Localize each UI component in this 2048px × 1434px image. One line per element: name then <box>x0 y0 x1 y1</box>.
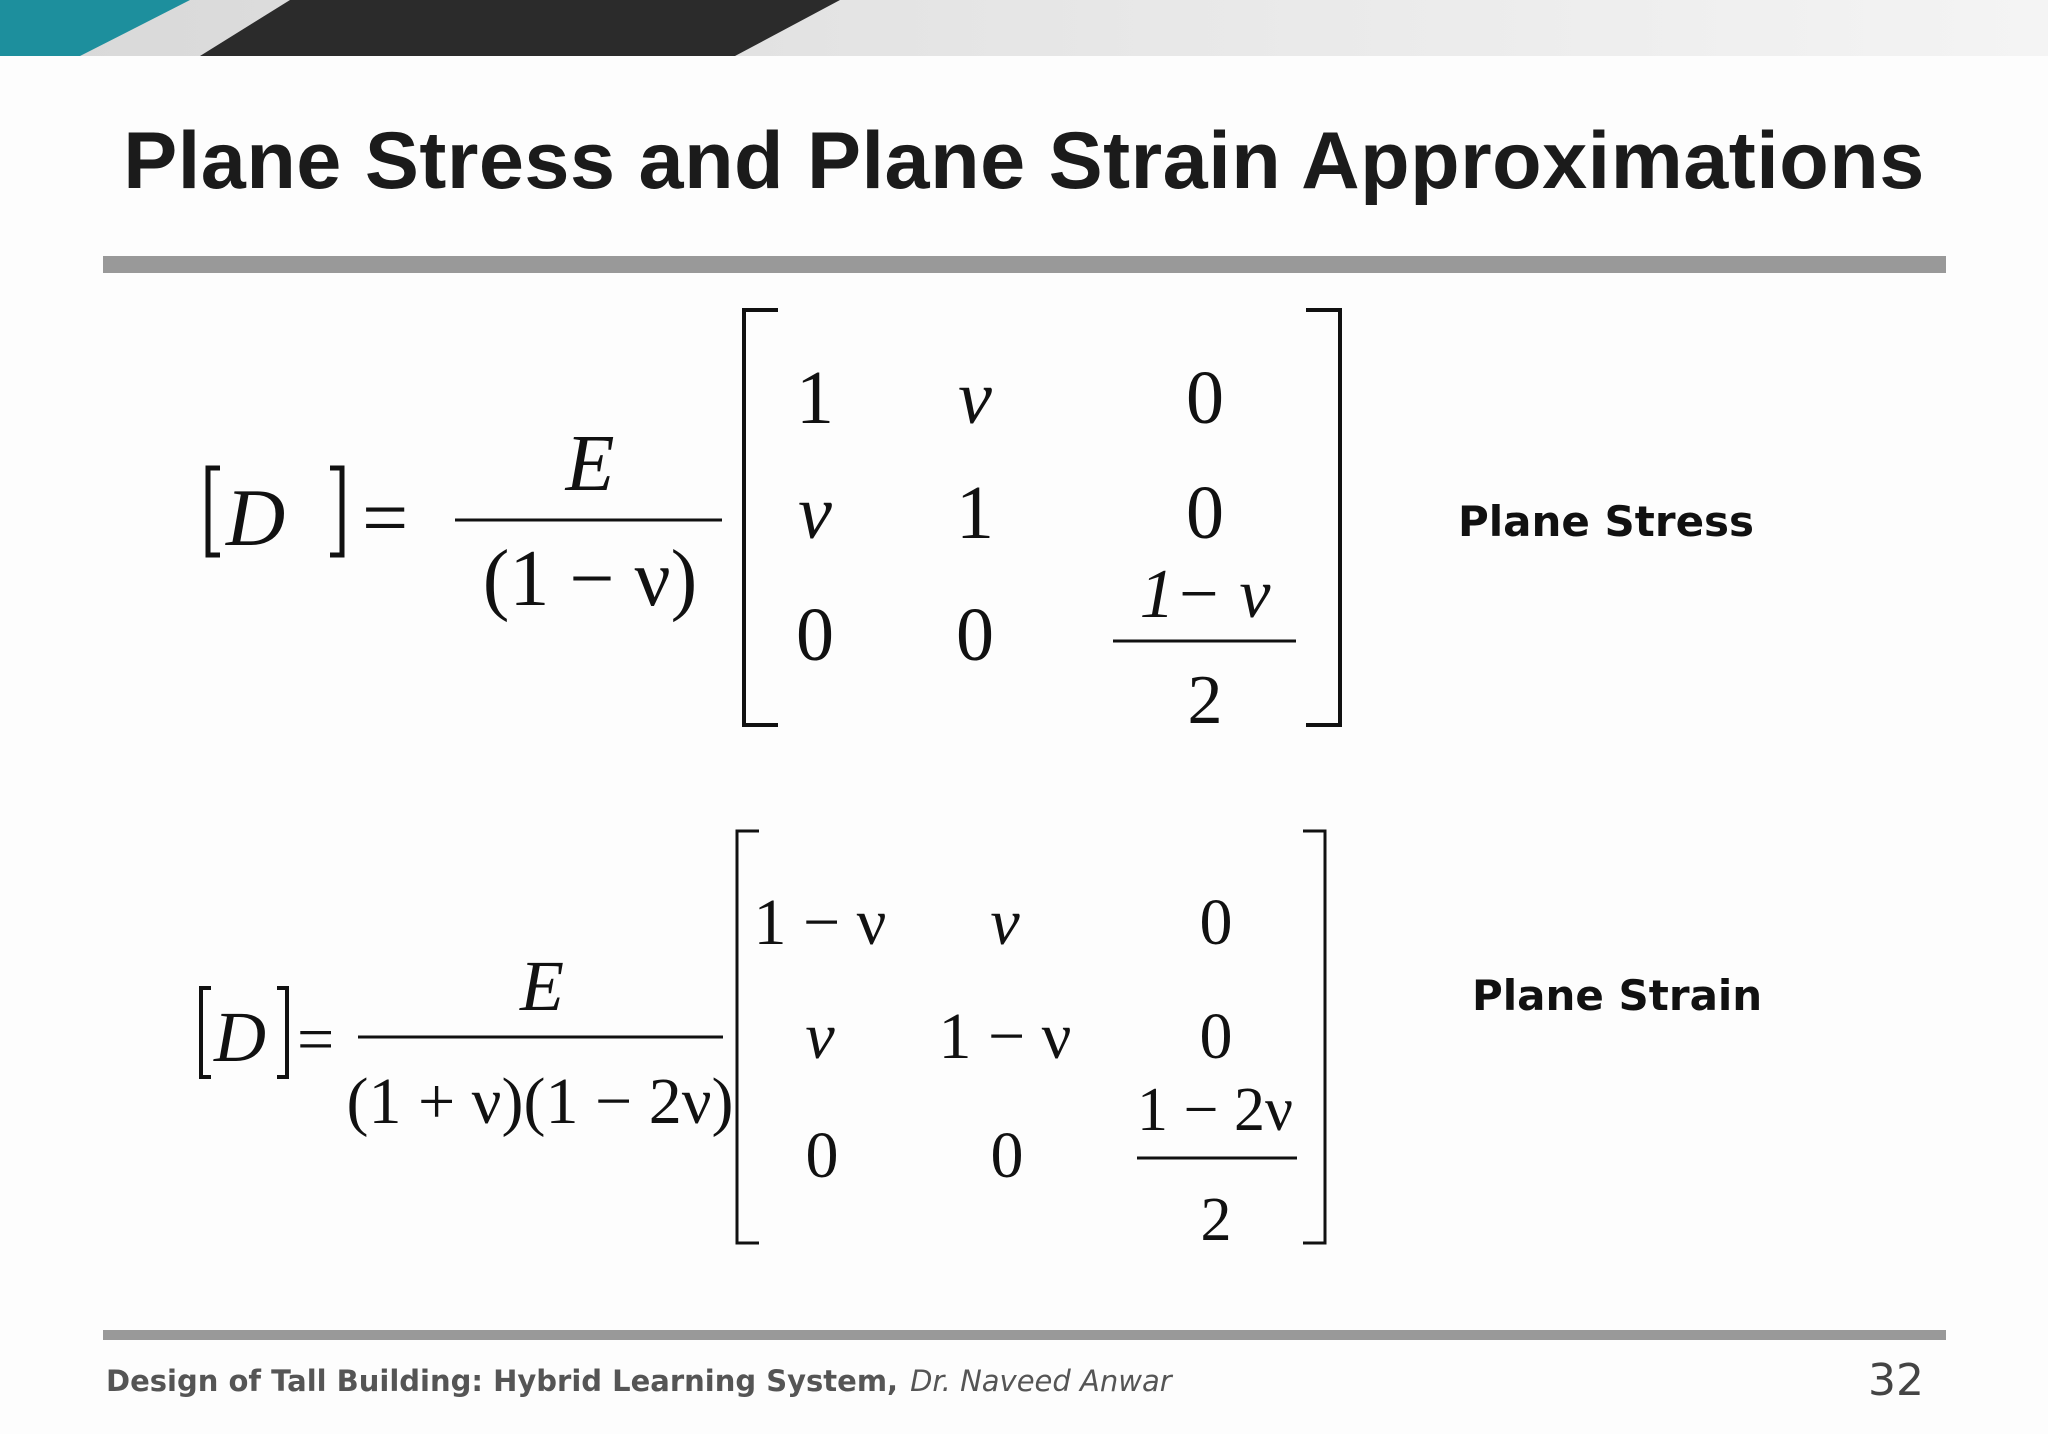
page-number: 32 <box>1868 1355 1924 1406</box>
plane-stress-label: Plane Stress <box>1458 497 1755 546</box>
strain-m31: 0 <box>805 1119 839 1192</box>
strain-right-bracket-lhs <box>277 988 287 1077</box>
strain-matrix <box>753 886 1297 1254</box>
stress-m31: 0 <box>796 593 834 677</box>
strain-denominator: (1 + ν)(1 − 2ν) <box>346 1065 734 1138</box>
strain-D-symbol: D <box>214 997 266 1077</box>
strain-m32: 0 <box>990 1119 1024 1192</box>
stress-D-symbol: D <box>226 472 286 563</box>
strain-equals: = <box>297 1003 335 1076</box>
stress-m33-numerator: 1− ν <box>1139 556 1271 633</box>
strain-m21: ν <box>805 1000 835 1073</box>
plane-strain-label: Plane Strain <box>1472 971 1763 1020</box>
strain-lhs <box>201 988 334 1077</box>
stress-m32: 0 <box>956 593 994 677</box>
strain-numerator: E <box>520 946 564 1026</box>
stress-m22: 1 <box>956 471 994 555</box>
strain-m23: 0 <box>1199 1000 1233 1073</box>
strain-left-bracket-lhs <box>201 988 211 1077</box>
slide-title: Plane Stress and Plane Strain Approximations <box>123 116 1925 206</box>
footer <box>106 1364 1172 1398</box>
stress-m33-denominator: 2 <box>1187 662 1223 739</box>
stress-m11: 1 <box>796 356 834 440</box>
strain-matrix-right-bracket <box>1303 831 1325 1243</box>
footer-divider <box>103 1330 1946 1340</box>
footer-author: Dr. Naveed Anwar <box>910 1364 1172 1398</box>
strain-m12: ν <box>990 886 1020 959</box>
stress-m13: 0 <box>1186 356 1224 440</box>
strain-m33-numerator: 1 − 2ν <box>1137 1076 1293 1144</box>
stress-denominator: (1 − ν) <box>482 535 698 623</box>
strain-m33-denominator: 2 <box>1200 1186 1232 1254</box>
strain-m13: 0 <box>1199 886 1233 959</box>
stress-m23: 0 <box>1186 471 1224 555</box>
strain-m22: 1 − ν <box>938 1000 1072 1073</box>
stress-equals: = <box>362 472 409 563</box>
stress-m12: ν <box>958 356 992 440</box>
stress-numerator: E <box>565 420 615 508</box>
stress-m21: ν <box>798 471 832 555</box>
strain-m11: 1 − ν <box>753 886 887 959</box>
footer-course: Design of Tall Building: Hybrid Learning System, <box>106 1364 899 1398</box>
